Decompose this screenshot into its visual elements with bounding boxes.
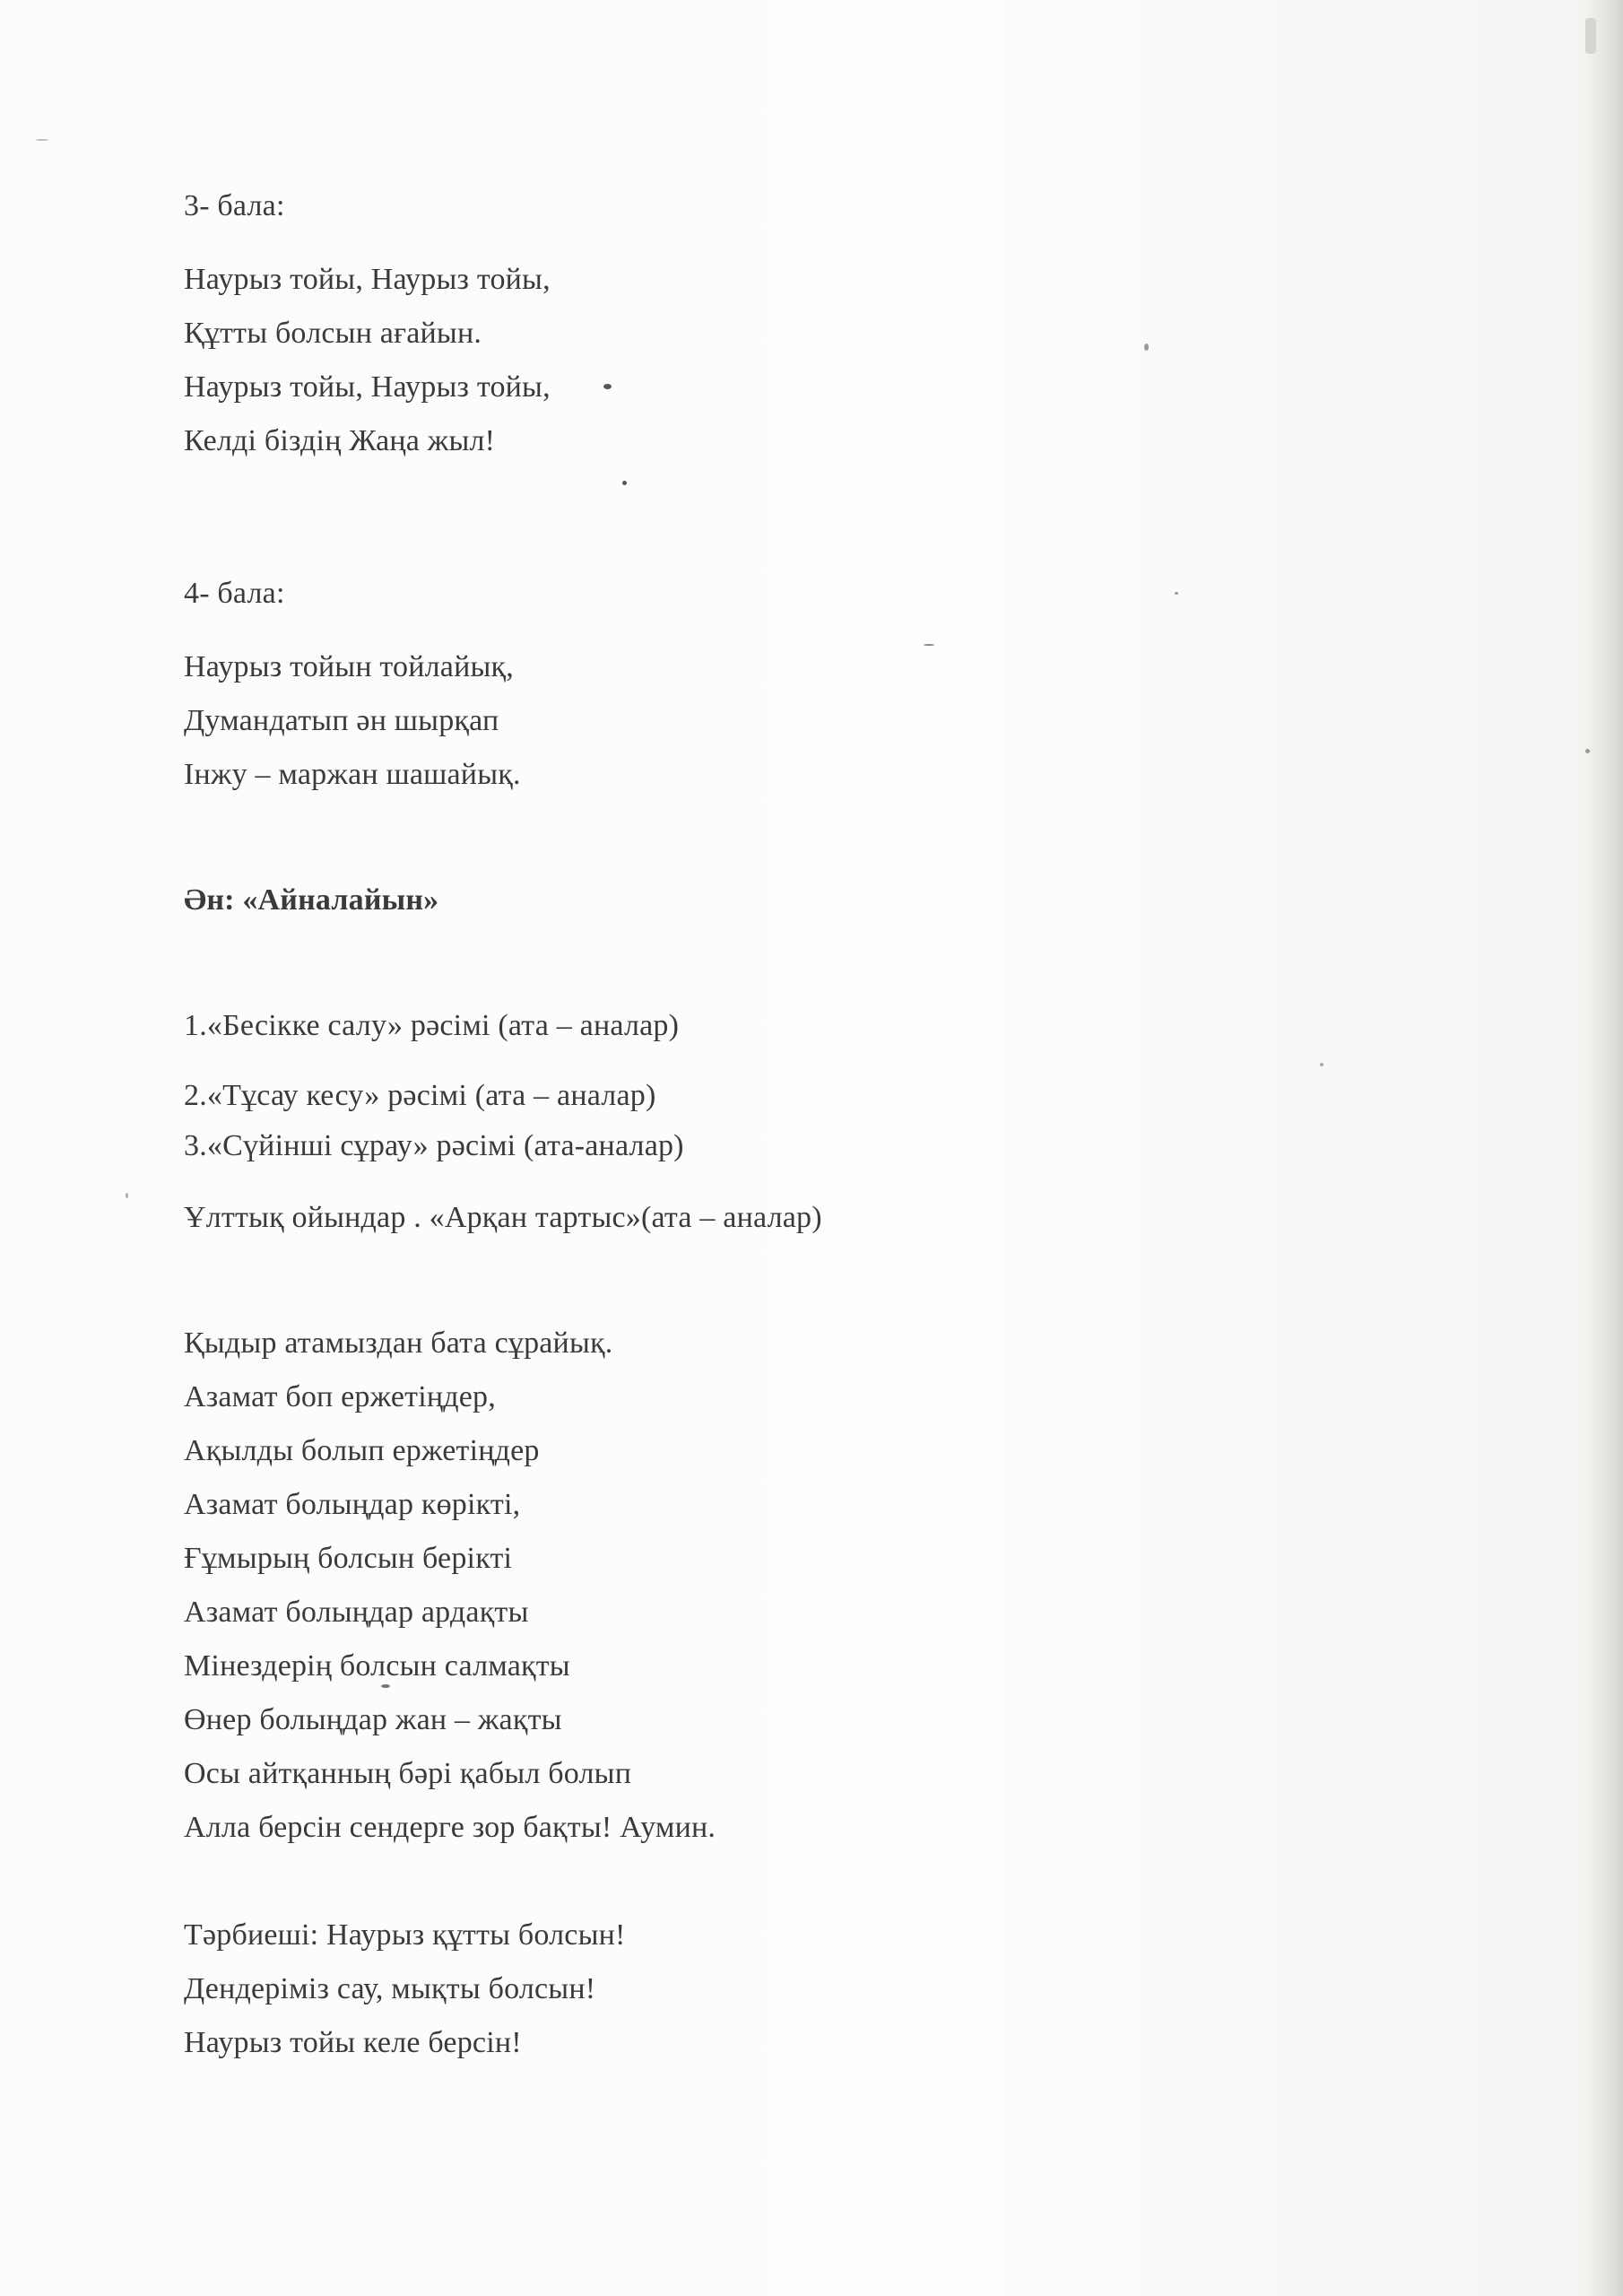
verse-line: Інжу – маржан шашайық. bbox=[184, 758, 521, 791]
blessing-line: Осы айтқанның бәрі қабыл болып bbox=[184, 1757, 632, 1790]
rituals-list bbox=[184, 999, 1439, 1171]
blessing-line: Азамат боп ержетіңдер, bbox=[184, 1380, 496, 1413]
scan-speck bbox=[1585, 18, 1596, 54]
closing-line: Дендеріміз сау, мықты болсын! bbox=[184, 1972, 596, 2005]
closing-line: Наурыз тойы келе берсін! bbox=[184, 2026, 522, 2059]
ritual-item: 3.«Сүйінші сұрау» рәсімі (ата-аналар) bbox=[184, 1129, 684, 1162]
page-edge-shadow bbox=[1587, 0, 1623, 2296]
national-games: Ұлттық ойындар . «Арқан тартыс»(ата – аналар) bbox=[184, 1201, 822, 1234]
blessing-line: Азамат болыңдар ардақты bbox=[184, 1596, 529, 1629]
blessing-line: Ғұмырың болсын берікті bbox=[184, 1542, 513, 1575]
verse-line: Құтты болсын ағайын. bbox=[184, 317, 482, 350]
verse-line: Наурыз тойы, Наурыз тойы, bbox=[184, 370, 551, 404]
section-child-4 bbox=[184, 567, 1439, 802]
ritual-item: 2.«Тұсау кесу» рәсімі (ата – аналар) bbox=[184, 1079, 656, 1112]
section-child-3 bbox=[184, 179, 1439, 468]
blessing-line: Мінездерің болсын салмақты bbox=[184, 1649, 570, 1683]
scan-speck bbox=[36, 139, 48, 141]
closing-line: Тәрбиеші: Наурыз құтты болсын! bbox=[184, 1918, 626, 1952]
verse-line: Наурыз тойын тойлайық, bbox=[184, 650, 514, 683]
speaker-label-child-3: 3- бала: bbox=[184, 189, 285, 222]
verse-line: Думандатып ән шырқап bbox=[184, 704, 499, 737]
closing-section bbox=[184, 1909, 1439, 2070]
ritual-item: 1.«Бесікке салу» рәсімі (ата – аналар) bbox=[184, 1009, 680, 1042]
blessing-line: Қыдыр атамыздан бата сұрайық. bbox=[184, 1326, 613, 1360]
song-title: Ән: «Айналайын» bbox=[184, 883, 439, 917]
blessing-section bbox=[184, 1317, 1439, 1855]
verse-line: Наурыз тойы, Наурыз тойы, bbox=[184, 263, 551, 296]
scan-speck bbox=[1585, 749, 1590, 753]
speaker-label-child-4: 4- бала: bbox=[184, 577, 285, 610]
blessing-line: Азамат болыңдар көрікті, bbox=[184, 1488, 521, 1521]
blessing-line: Алла берсін сендерге зор бақты! Аумин. bbox=[184, 1811, 716, 1844]
blessing-line: Ақылды болып ержетіңдер bbox=[184, 1434, 540, 1467]
scan-speck bbox=[126, 1193, 128, 1198]
verse-line: Келді біздің Жаңа жыл! bbox=[184, 424, 496, 457]
document-body bbox=[184, 179, 1439, 2070]
blessing-line: Өнер болыңдар жан – жақты bbox=[184, 1703, 562, 1736]
